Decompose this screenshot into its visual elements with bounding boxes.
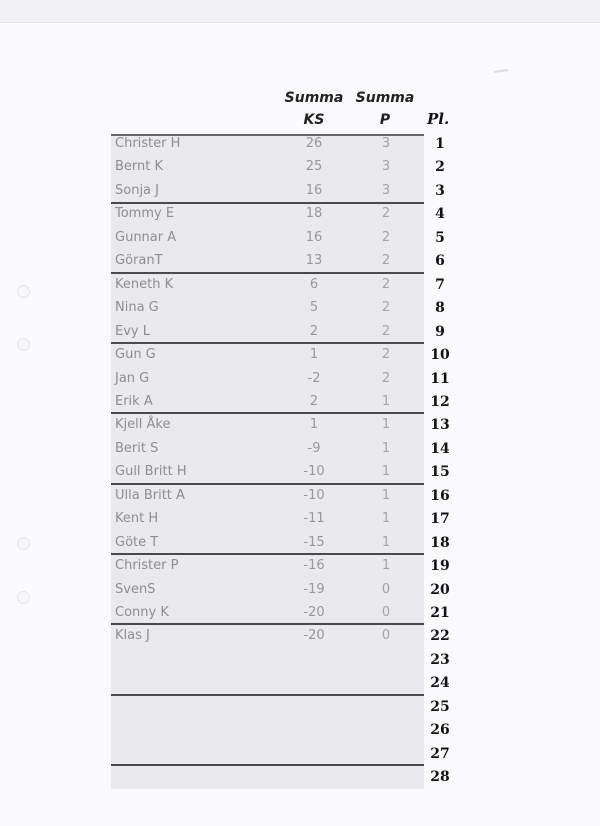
placement-number: 22 — [430, 628, 450, 644]
player-name: SvenS — [115, 582, 156, 597]
summa-ks-value: -15 — [303, 535, 325, 550]
player-name: Jan G — [115, 371, 150, 386]
summa-p-value: 3 — [381, 136, 391, 151]
player-name: Conny K — [115, 605, 169, 620]
placement-number: 17 — [430, 511, 450, 527]
group-divider — [111, 412, 424, 414]
player-name: Erik A — [115, 394, 153, 409]
placement-number: 14 — [430, 441, 450, 457]
placement-number: 25 — [430, 699, 450, 715]
summa-p-value: 1 — [381, 464, 391, 479]
summa-ks-value: -20 — [303, 628, 325, 643]
player-name: Keneth K — [115, 277, 174, 292]
placement-number: 13 — [430, 417, 450, 433]
summa-p-value: 1 — [381, 558, 391, 573]
placement-number: 21 — [430, 605, 450, 621]
placement-number: 12 — [430, 394, 450, 410]
player-name: Sonja J — [115, 183, 159, 198]
summa-ks-value: -20 — [303, 605, 325, 620]
paper-top-edge — [0, 0, 600, 23]
placement-number: 27 — [430, 746, 450, 762]
placement-number: 2 — [435, 159, 445, 175]
player-name: Ulla Britt A — [115, 488, 185, 503]
summa-p-value: 2 — [381, 300, 391, 315]
player-name: Evy L — [115, 324, 150, 339]
summa-p-value: 0 — [381, 628, 391, 643]
placement-number: 3 — [435, 183, 445, 199]
summa-p-value: 1 — [381, 488, 391, 503]
summa-ks-value: -10 — [303, 488, 325, 503]
header-placement: Pl. — [427, 110, 450, 128]
placement-number: 16 — [430, 488, 450, 504]
placement-number: 8 — [435, 300, 445, 316]
placement-number: 6 — [435, 253, 445, 269]
summa-ks-value: 1 — [309, 347, 319, 362]
placement-number: 28 — [430, 769, 450, 785]
punch-hole — [17, 537, 30, 550]
summa-ks-value: -16 — [303, 558, 325, 573]
group-divider — [111, 272, 424, 274]
summa-p-value: 2 — [381, 324, 391, 339]
placement-number: 10 — [430, 347, 450, 363]
summa-ks-value: -11 — [303, 511, 325, 526]
placement-number: 15 — [430, 464, 450, 480]
header-ks-line1: Summa — [284, 90, 344, 106]
group-divider — [111, 694, 424, 696]
summa-p-value: 2 — [381, 230, 391, 245]
summa-ks-value: -19 — [303, 582, 325, 597]
player-name: Bernt K — [115, 159, 164, 174]
player-name: Göte T — [115, 535, 159, 550]
summa-p-value: 1 — [381, 441, 391, 456]
player-name: Christer H — [115, 136, 181, 151]
header-p-line2: P — [379, 112, 391, 128]
summa-p-value: 1 — [381, 511, 391, 526]
header-ks-line2: KS — [303, 112, 325, 128]
placement-number: 7 — [435, 277, 445, 293]
placement-number: 23 — [430, 652, 450, 668]
placement-number: 26 — [430, 722, 450, 738]
summa-p-value: 2 — [381, 206, 391, 221]
summa-ks-value: -2 — [307, 371, 321, 386]
summa-p-value: 2 — [381, 277, 391, 292]
summa-ks-value: 26 — [305, 136, 323, 151]
placement-number: 5 — [435, 230, 445, 246]
placement-number: 24 — [430, 675, 450, 691]
summa-ks-value: 16 — [305, 183, 323, 198]
summa-p-value: 1 — [381, 394, 391, 409]
summa-ks-value: 2 — [309, 324, 319, 339]
summa-ks-value: -9 — [307, 441, 321, 456]
placement-number: 4 — [435, 206, 445, 222]
summa-ks-value: -10 — [303, 464, 325, 479]
group-divider — [111, 553, 424, 555]
player-name: Christer P — [115, 558, 179, 573]
player-name: Tommy E — [115, 206, 175, 221]
summa-ks-value: 1 — [309, 417, 319, 432]
group-divider — [111, 202, 424, 204]
player-name: Berit S — [115, 441, 159, 456]
group-divider — [111, 342, 424, 344]
summa-ks-value: 18 — [305, 206, 323, 221]
summa-p-value: 1 — [381, 417, 391, 432]
summa-ks-value: 6 — [309, 277, 319, 292]
player-name: Kjell Åke — [115, 417, 171, 432]
placement-number: 9 — [435, 324, 445, 340]
summa-ks-value: 16 — [305, 230, 323, 245]
player-name: Nina G — [115, 300, 159, 315]
group-divider — [111, 623, 424, 625]
summa-ks-value: 2 — [309, 394, 319, 409]
player-name: Kent H — [115, 511, 159, 526]
placement-number: 20 — [430, 582, 450, 598]
punch-hole — [17, 338, 30, 351]
punch-hole — [17, 591, 30, 604]
summa-p-value: 2 — [381, 347, 391, 362]
summa-ks-value: 5 — [309, 300, 319, 315]
placement-number: 19 — [430, 558, 450, 574]
player-name: Gull Britt H — [115, 464, 187, 479]
summa-p-value: 3 — [381, 183, 391, 198]
punch-hole — [17, 285, 30, 298]
header-p-line1: Summa — [355, 90, 415, 106]
player-name: Klas J — [115, 628, 150, 643]
group-divider — [111, 483, 424, 485]
player-name: Gunnar A — [115, 230, 177, 245]
placement-number: 11 — [430, 371, 450, 387]
player-name: Gun G — [115, 347, 156, 362]
pen-mark — [494, 69, 508, 73]
summa-p-value: 1 — [381, 535, 391, 550]
summa-ks-value: 25 — [305, 159, 323, 174]
summa-p-value: 3 — [381, 159, 391, 174]
player-name: GöranT — [115, 253, 163, 268]
summa-p-value: 0 — [381, 605, 391, 620]
summa-p-value: 2 — [381, 253, 391, 268]
summa-ks-value: 13 — [305, 253, 323, 268]
placement-number: 1 — [435, 136, 445, 152]
summa-p-value: 2 — [381, 371, 391, 386]
group-divider — [111, 764, 424, 766]
placement-number: 18 — [430, 535, 450, 551]
summa-p-value: 0 — [381, 582, 391, 597]
